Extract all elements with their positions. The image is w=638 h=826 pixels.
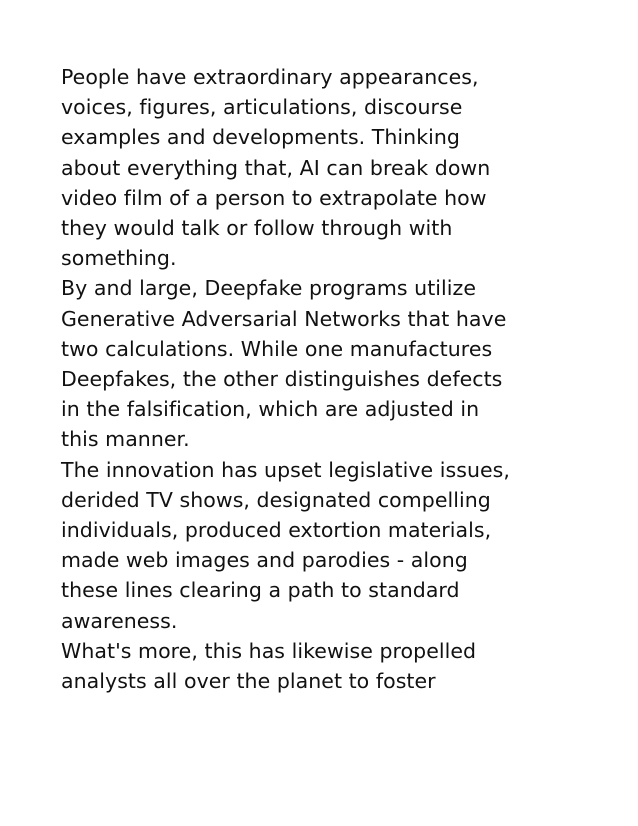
text-line: derided TV shows, designated compelling [61, 487, 491, 512]
text-line: this manner. [61, 427, 190, 452]
text-line: The innovation has upset legislative issues, [61, 457, 510, 482]
text-line: two calculations. While one manufactures [61, 336, 493, 361]
text-line: made web images and parodies - along [61, 548, 468, 573]
text-line: Deepfakes, the other distinguishes defects [61, 367, 503, 392]
text-line: analysts all over the planet to foster [61, 669, 436, 694]
text-line: awareness. [61, 608, 178, 633]
text-line: Generative Adversarial Networks that have [61, 306, 507, 331]
text-line: something. [61, 246, 177, 271]
text-line: these lines clearing a path to standard [61, 578, 460, 603]
text-line: examples and developments. Thinking [61, 125, 460, 150]
text-line: People have extraordinary appearances, [61, 65, 479, 89]
text-line: voices, figures, articulations, discourse [61, 95, 463, 120]
text-line: individuals, produced extortion materials, [61, 518, 492, 543]
text-line: By and large, Deepfake programs utilize [61, 276, 476, 301]
text-line: What's more, this has likewise propelled [61, 638, 477, 663]
text-line: about everything that, AI can break down [61, 155, 491, 180]
body-text [61, 62, 581, 696]
text-line: video film of a person to extrapolate how [61, 185, 487, 210]
text-line: in the falsification, which are adjusted in [61, 397, 480, 422]
text-line: they would talk or follow through with [61, 216, 453, 241]
